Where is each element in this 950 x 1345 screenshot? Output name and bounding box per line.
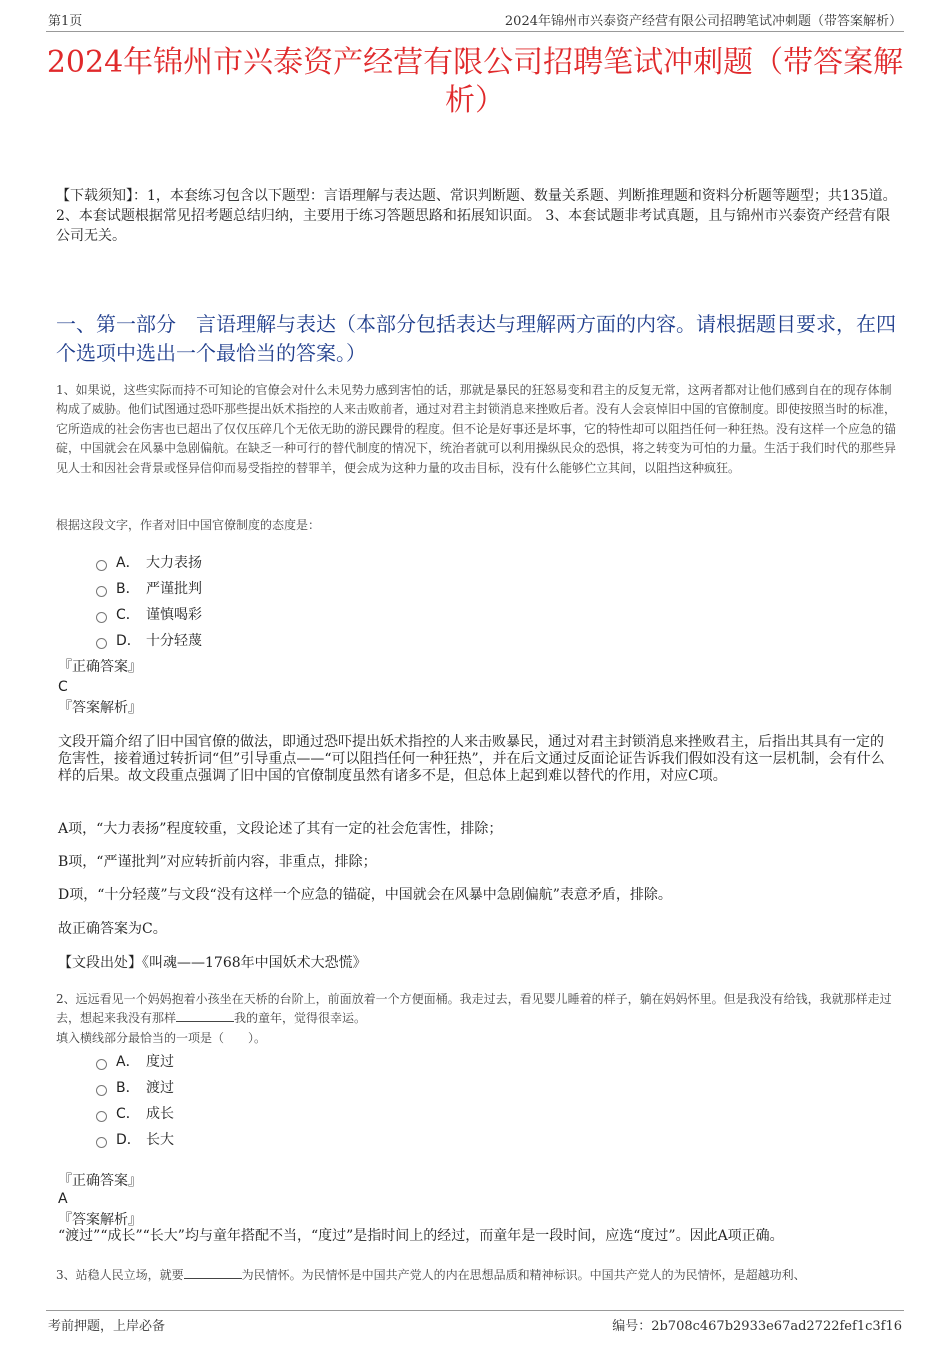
q2-option-d[interactable]: D． 长大 [96,1126,174,1152]
option-text: 渡过 [146,1080,174,1096]
page-title: 2024年锦州市兴泰资产经营有限公司招聘笔试冲刺题（带答案解析） [46,45,904,118]
q2-answer: A [58,1191,68,1207]
header-divider [46,31,904,32]
q1-option-b[interactable]: B． 严谨批判 [96,575,202,601]
q2-analysis: “渡过”“成长”“长大”均与童年搭配不当，“度过”是指时间上的经过，而童年是一段时间，应选“度过”。因此A项正确。 [58,1228,784,1244]
q1-analysis-d: D项，“十分轻蔑”与文段“没有这样一个应急的锚碇，中国就会在风暴中急剧偏航”表意矛盾，排除。 [58,887,672,903]
option-text: 严谨批判 [146,581,202,597]
download-notice: 【下载须知】：1，本套练习包含以下题型：言语理解与表达题、常识判断题、数量关系题、判断推理题和资料分析题等题型；共135道。 2、本套试题根据常见招考题总结归纳，主要用于练习答题思路和拓展知识面。 3、本套试题非考试真题，且与锦州市兴泰资产经营有限公司无关。 [56,188,897,244]
q2-answer-label: 『正确答案』 [58,1173,142,1189]
q1-options [96,549,202,653]
radio-icon[interactable] [96,1137,107,1148]
q1-analysis-b: B项，“严谨批判”对应转折前内容，非重点，排除； [58,854,377,870]
q2-question: 填入横线部分最恰当的一项是（ ）。 [56,1031,267,1045]
radio-icon[interactable] [96,1111,107,1122]
q1-conclusion: 故正确答案为C。 [58,921,167,937]
q1-option-d[interactable]: D． 十分轻蔑 [96,627,202,653]
header-page-label: 第1页 [48,14,83,29]
fill-blank [184,1266,242,1279]
option-text: 度过 [146,1054,174,1070]
option-text: 十分轻蔑 [146,633,202,649]
q1-source: 【文段出处】《叫魂——1768年中国妖术大恐慌》 [58,955,367,971]
radio-icon[interactable] [96,1059,107,1070]
q1-option-a[interactable]: A． 大力表扬 [96,549,202,575]
q2-option-b[interactable]: B． 渡过 [96,1074,174,1100]
q2-analysis-label: 『答案解析』 [58,1212,142,1228]
q1-analysis: 文段开篇介绍了旧中国官僚的做法，即通过恐吓提出妖术指控的人来击败暴民，通过对君主封锁消息来挫败君主，后指出其具有一定的危害性，接着通过转折词“但”引导重点——“可以阻挡任何一种狂热”，并在后文通过反面论证告诉我们假如没有这一层机制，会有什么样的后果。故文段重点强调了旧中国的官僚制度虽然有诸多不是，但总体上起到难以替代的作用，对应C项。 [58,734,885,784]
header-doc-title: 2024年锦州市兴泰资产经营有限公司招聘笔试冲刺题（带答案解析） [504,14,902,29]
q1-question: 根据这段文字，作者对旧中国官僚制度的态度是： [56,518,321,532]
q1-analysis-label: 『答案解析』 [58,700,142,716]
q1-option-c[interactable]: C． 谨慎喝彩 [96,601,202,627]
radio-icon[interactable] [96,638,107,649]
q2-option-a[interactable]: A． 度过 [96,1048,174,1074]
section-heading: 一、第一部分 言语理解与表达（本部分包括表达与理解两方面的内容。请根据题目要求，在四个选项中选出一个最恰当的答案。） [56,312,896,365]
footer-serial: 编号：2b708c467b2933e67ad2722fef1c3f16 [612,1319,902,1334]
q3-passage: 3、站稳人民立场，就要 为民情怀。为民情怀是中国共产党人的内在思想品质和精神标识。中国共产党人的为民情怀，是超越功利、 [56,1268,806,1282]
q2-passage: 2、远远看见一个妈妈抱着小孩坐在天桥的台阶上，前面放着一个方便面桶。我走过去，看见婴儿睡着的样子，躺在妈妈怀里。但是我没有给钱，我就那样走过去，想起来我没有那样 我的童年，觉得很幸运。 [56,992,892,1026]
option-text: 成长 [146,1106,174,1122]
option-text: 长大 [146,1132,174,1148]
radio-icon[interactable] [96,612,107,623]
radio-icon[interactable] [96,586,107,597]
footer-slogan: 考前押题，上岸必备 [48,1319,166,1334]
q2-options [96,1048,174,1152]
option-text: 谨慎喝彩 [146,607,202,623]
q1-answer-label: 『正确答案』 [58,659,142,675]
q1-answer: C [58,679,68,695]
q1-passage: 1、如果说，这些实际而持不可知论的官僚会对什么未见势力感到害怕的话，那就是暴民的狂怒易变和君主的反复无常，这两者都对让他们感到自在的现存体制构成了威胁。他们试图通过恐吓那些提出妖术指控的人来击败前者，通过对君主封锁消息来挫败后者。没有人会哀悼旧中国的官僚制度。即使按照当时的标准，它所造成的社会伤害也已超出了仅仅压碎几个无依无助的游民踝骨的程度。但不论是好事还是坏事，它的特性却可以阻挡任何一种狂热。没有这样一个应急的锚碇，中国就会在风暴中急剧偏航。在缺乏一种可行的替代制度的情况下，统治者就可以利用操纵民众的恐惧，将之转变为可怕的力量。生活于我们时代的那些异见人士和因社会背景或怪异信仰而易受指控的替罪羊，便会成为这种力量的攻击目标，没有什么能够伫立其间，以阻挡这种疯狂。 [56,383,897,475]
option-text: 大力表扬 [146,555,202,571]
q2-option-c[interactable]: C． 成长 [96,1100,174,1126]
q1-analysis-a: A项，“大力表扬”程度较重，文段论述了其有一定的社会危害性，排除； [58,821,503,837]
fill-blank [176,1009,234,1022]
footer-divider [46,1310,904,1311]
radio-icon[interactable] [96,560,107,571]
radio-icon[interactable] [96,1085,107,1096]
